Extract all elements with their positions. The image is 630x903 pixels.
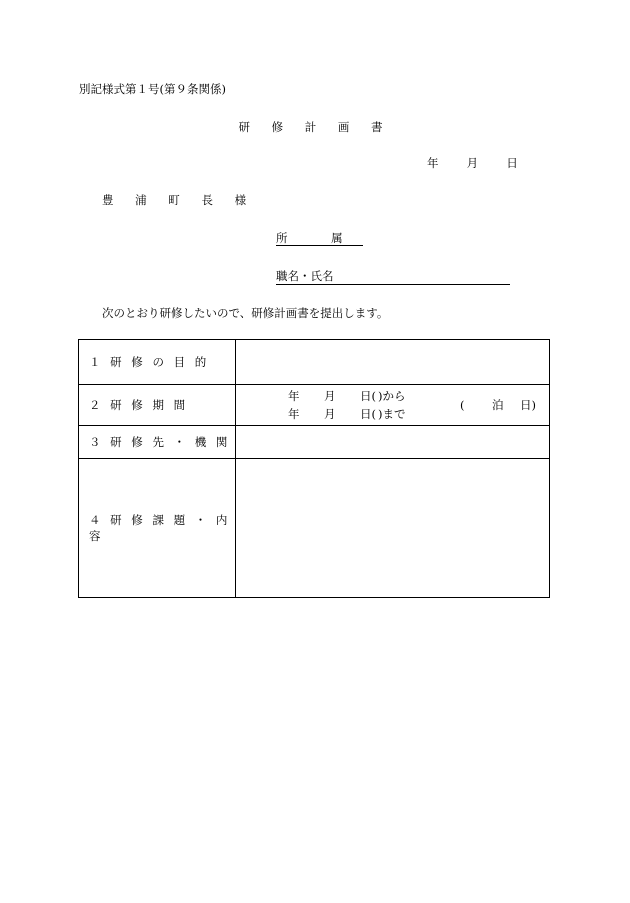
table-row (79, 426, 550, 459)
stay-days: 日) (520, 398, 536, 412)
from-month: 月 (324, 389, 336, 403)
period-content (236, 385, 549, 425)
institution-cell[interactable] (236, 426, 550, 459)
table-row (79, 459, 550, 598)
to-month: 月 (324, 407, 336, 421)
purpose-label: １ 研 修 の 目 的 (79, 340, 236, 385)
form-identifier: 別記様式第１号(第９条関係) (79, 82, 226, 96)
stay-open: ( (460, 398, 465, 412)
period-label: ２ 研 修 期 間 (79, 385, 236, 426)
to-close: )まで (378, 407, 406, 421)
from-close: )から (378, 389, 406, 403)
name-label: 職名・氏名 (276, 269, 334, 283)
to-year: 年 (288, 407, 300, 421)
table-row (79, 385, 550, 426)
date-month: 月 (466, 156, 479, 170)
date-line (427, 155, 518, 171)
stay-duration (460, 397, 536, 413)
plan-table (78, 339, 550, 598)
date-year: 年 (427, 156, 439, 170)
date-day: 日 (506, 156, 518, 170)
from-year: 年 (288, 389, 300, 403)
name-field[interactable] (276, 268, 510, 285)
content-cell[interactable] (236, 459, 550, 598)
affiliation-label: 所 属 (276, 231, 363, 245)
content-label: ４ 研 修 課 題 ・ 内 容 (79, 459, 236, 598)
recipient: 豊 浦 町 長 様 (102, 193, 256, 207)
purpose-cell[interactable] (236, 340, 550, 385)
institution-label: ３ 研 修 先 ・ 機 関 (79, 426, 236, 459)
table-row (79, 340, 550, 385)
affiliation-field[interactable] (276, 230, 363, 246)
stay-nights: 泊 (492, 398, 504, 412)
from-day: 日( (360, 389, 376, 403)
period-cell[interactable] (236, 385, 550, 426)
intro-text: 次のとおり研修したいので、研修計画書を提出します。 (102, 306, 389, 320)
period-from (288, 388, 406, 404)
document-title: 研 修 計 画 書 (238, 120, 392, 134)
to-day: 日( (360, 407, 376, 421)
period-to (288, 406, 406, 422)
